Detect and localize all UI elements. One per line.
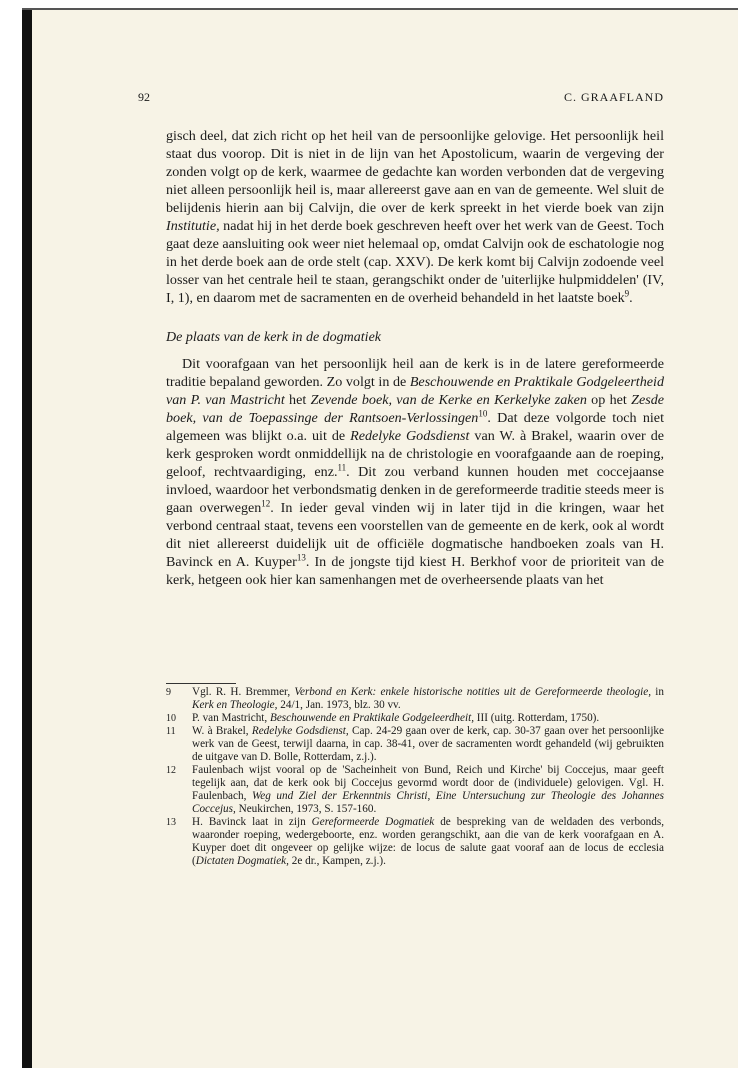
footnotes [166,686,664,868]
paragraph-2-text-2: het [284,391,311,408]
paragraph-2 [166,355,664,590]
footnote-11 [166,725,664,764]
paragraph-2-text-5: van W. à Brakel, waarin over de kerk gesproken wordt onmiddellijk na de christologie en voorafgaande aan de roeping, geloof, rechtvaardiging, enz. [166,427,664,480]
main-text [166,127,664,589]
paragraph-2-text-8: . In de jongste tijd kiest H. Berkhof voor de prioriteit van de kerk, hetgeen ook hier kan samenhangen met de overheersende plaats van het [166,554,664,589]
fn-italic: Gereformeerde Dogmatiek [311,816,435,828]
footnote-9 [166,686,664,712]
paragraph-2-text-1: Dit voorafgaan van het persoonlijk heil aan de kerk is in de latere gereformeerde traditie bepaland geworden. Zo volgt in de [166,355,664,390]
running-head-author: C. GRAAFLAND [563,90,664,104]
fn-part: P. van Mastricht, [192,712,270,724]
fn-part: de bespreking van de weldaden des verbonds, waaronder roeping, wedergeboorte, enz. worden gerangschikt, aan die van de kerk voorafgaan en A. Kuyper doet dit ongeveer op gelijke wijze: de locus de salute gaat vooraf aan de locus de ecclesia ( [192,816,664,867]
fn-part: Neukirchen, 1973, S. 157-160. [235,803,377,815]
footnote-number: 9 [166,687,171,698]
fn-part: W. à Brakel, [192,725,252,737]
paragraph-2-italic-3: Zesde boek, van de Toepassinge der Rantsoen-Verlossingen [166,391,665,426]
footnote-number: 10 [166,713,176,724]
footnote-10 [166,712,664,725]
paragraph-2-text-7: . In ieder geval vinden wij in later tijd in die kringen, waar het verbond centraal staat, tevens een voorstellen van de gemeente en de kerk, ook al wordt dit niet allereerst duidelijk uit de officiële dogmatische handboeken zoals van H. Bavinck en A. Kuyper [166,499,664,571]
fn-italic: Kerk en Theologie, [192,699,278,711]
fn-italic: Weg und Ziel der Erkenntnis Christi, Eine Untersuchung zur Theologie des Johannes Coccejus, [192,790,664,815]
paragraph-2-text-3: op het [586,391,632,408]
fn-part: Cap. 24-29 gaan over de kerk, cap. 30-37 gaan over het persoonlijke werk van de Geest, terwijl daarna, in cap. 38-41, over de sacramenten wordt gehandeld (wij gebruikten de uitgave van D. Bolle, Rotterdam, z.j.). [192,725,664,763]
fn-part: H. Bavinck laat in zijn [192,816,312,828]
paragraph-1 [166,127,664,307]
fn-italic: Redelyke Godsdienst, [251,725,349,737]
paragraph-1-text-b: nadat hij in het derde boek geschreven heeft over het werk van de Geest. Toch gaat deze aansluiting ook weer niet helemaal op, omdat Calvijn ook de eschatologie nog in het derde boek aan de orde stelt (cap. XXV). De kerk komt bij Calvijn zodoende veel losser van het centrale heil te staan, gerangschikt onder de 'uiterlijke hulpmiddelen' (IV, I, 1), en daarom met de sacramenten en de overheid behandeld in het laatste boek [166,218,664,307]
footnote-ref-10[interactable]: 10 [478,407,488,418]
paragraph-2-italic-2: Zevende boek, van de Kerke en Kerkelyke zaken [310,391,587,408]
fn-part: Faulenbach wijst vooral op de 'Sacheinheit von Bund, Reich und Kirche' bij Coccejus, maar geeft tegelijk aan, dat de kerk ook bij Coccejus gevormd wordt door de (individuele) gelovigen. Vgl. H. Faulenbach, [192,764,664,802]
fn-part: Vgl. R. H. Bremmer, [192,686,295,698]
paragraph-2-italic-4: Redelyke Godsdienst [350,427,470,444]
section-heading: De plaats van de kerk in de dogmatiek [166,330,381,346]
footnote-ref-13[interactable]: 13 [296,552,306,563]
fn-part: in [651,686,665,698]
fn-italic: Beschouwende en Praktikale Godgeleerdheit, [270,712,474,724]
paragraph-1-text-c: . [629,290,633,307]
footnote-ref-12[interactable]: 12 [261,498,271,509]
paragraph-2-text-6: . Dit zou verband kunnen houden met coccejaanse invloed, waardoor het verbondsmatig denken in de gereformeerde traditie steeds meer is gaan overwegen [166,463,664,516]
footnote-text [192,712,599,724]
footnote-text [192,686,664,711]
paragraph-2-text-4: . Dat deze volgorde toch niet algemeen was blijkt o.a. uit de [166,409,664,444]
footnote-number: 13 [166,817,176,828]
fn-italic: Dictaten Dogmatiek, [195,855,289,867]
fn-part: 24/1, Jan. 1973, blz. 30 vv. [277,699,401,711]
footnote-13 [166,816,664,868]
footnote-text [192,725,664,763]
scan-binding-edge [22,8,32,1068]
running-head [138,90,664,106]
footnote-ref-9[interactable]: 9 [624,288,630,299]
footnote-rule [166,683,236,684]
page-number: 92 [138,90,150,104]
fn-italic: Verbond en Kerk: enkele historische notities uit de Gereformeerde theologie, [294,686,652,698]
paragraph-1-text-a: gisch deel, dat zich richt op het heil van de persoonlijke gelovige. Het persoonlijk heil staat dus voorop. Dit is niet in de lijn van het Apostolicum, waarin de vergeving der zonden volgt op de kerk, waarmee de gedachte kan worden verbonden dat de vergeving niet alleen persoonlijk heil is, maar allereerst gave aan en van de gemeente. Wel sluit de belijdenis hierin aan bij Calvijn, die over de kerk spreekt in het vierde boek van zijn [166,128,664,217]
paragraph-1-emphasis: Institutie, [166,218,220,235]
footnote-12 [166,764,664,816]
footnote-text [192,816,664,867]
fn-part: 2e dr., Kampen, z.j.). [288,855,386,867]
footnote-text [192,764,664,815]
fn-part: III (uitg. Rotterdam, 1750). [474,712,600,724]
footnote-ref-11[interactable]: 11 [337,462,347,473]
paragraph-2-italic-1: Beschouwende en Praktikale Godgeleertheid van P. van Mastricht [166,373,664,408]
footnote-number: 12 [166,765,176,776]
footnote-number: 11 [166,726,176,737]
